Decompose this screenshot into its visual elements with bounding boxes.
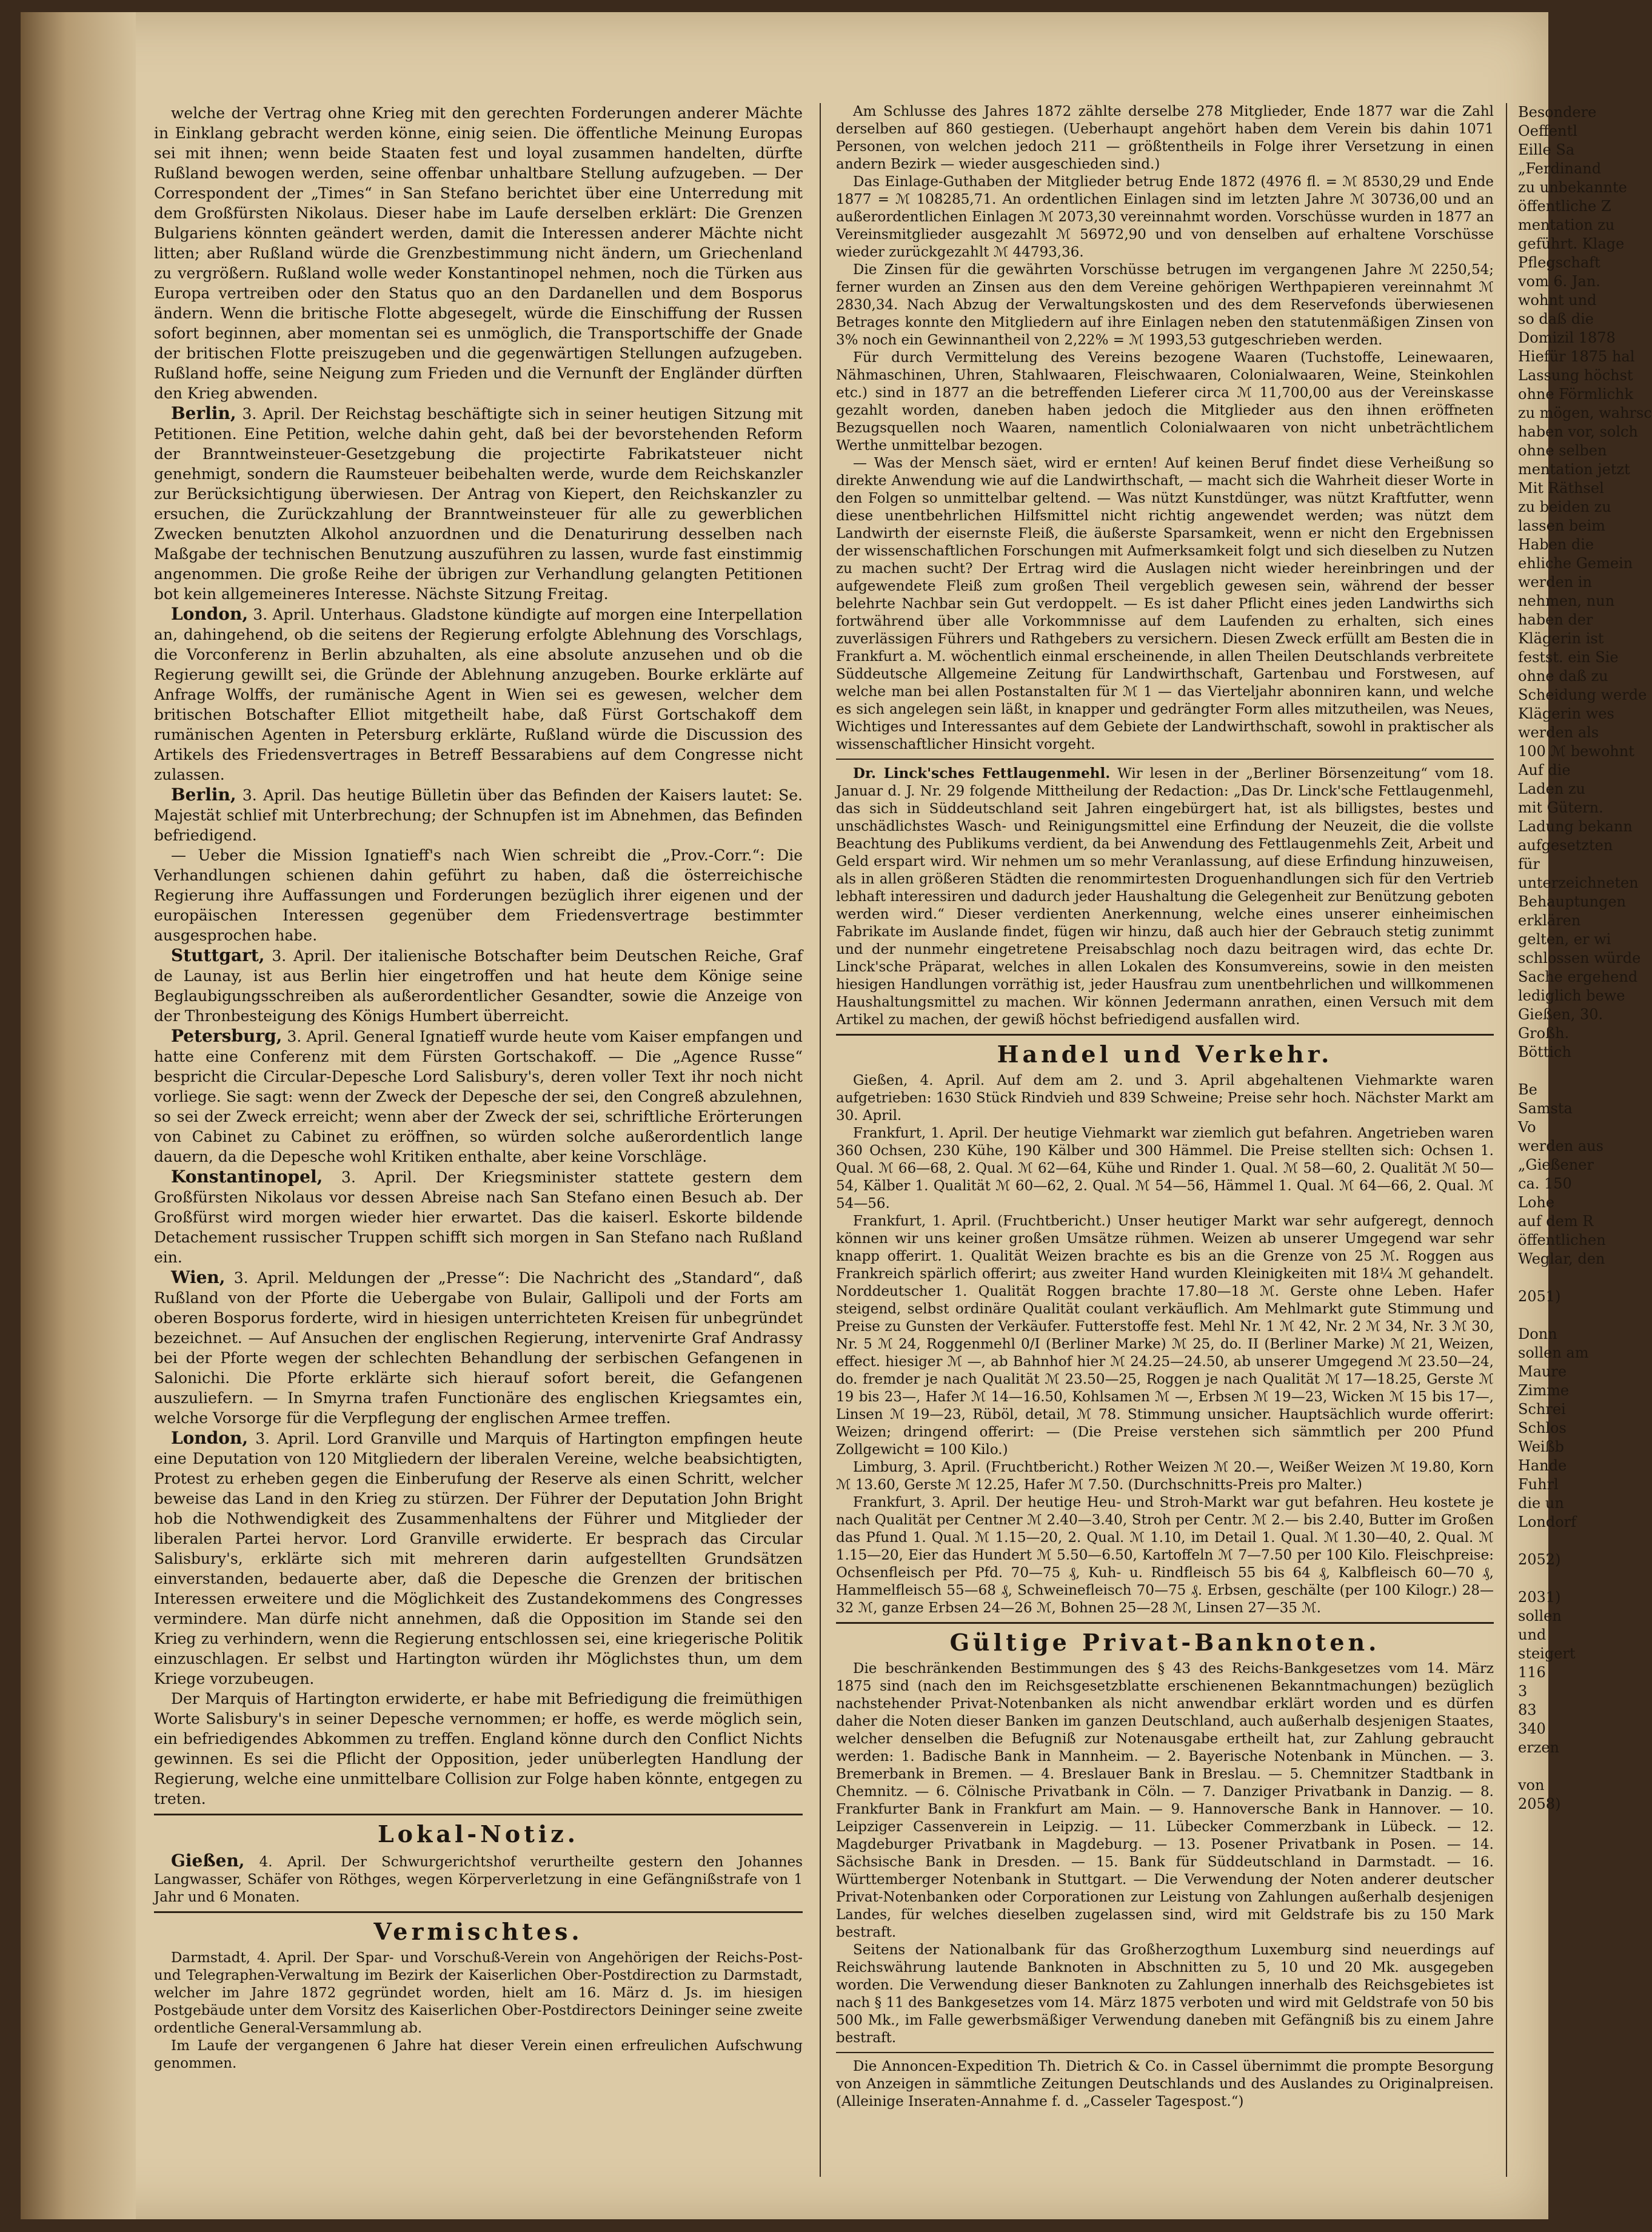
notice-fragment: so daß die — [1518, 310, 1594, 327]
notice-fragment: Maure — [1518, 1363, 1567, 1380]
notice-fragment: ohne Förmlichk — [1518, 386, 1634, 403]
notice-fragment: Londorf — [1518, 1513, 1577, 1530]
dateline-place: Wien, — [171, 1267, 226, 1287]
notice-fragment: Domizil 1878 — [1518, 329, 1616, 346]
notice-fragment — [1518, 1062, 1554, 1081]
notice-fragment: nehmen, nun — [1518, 592, 1615, 609]
notice-fragment: 2031) — [1518, 1589, 1561, 1606]
section-heading-handel: Handel und Verkehr. — [997, 1041, 1333, 1068]
notice-fragment — [1518, 1757, 1554, 1776]
notice-fragment: lediglich bewe — [1518, 987, 1625, 1004]
market-report: Gießen, 4. April. Auf dem am 2. und 3. April abgehaltenen Viehmarkte waren aufgetrieben: 1630 Stück Rindvieh und 839 Schweine; Preise sehr hoch. Nächster Markt am 30. April. — [836, 1073, 1494, 1124]
section-divider — [836, 1034, 1494, 1036]
news-item-wien — [154, 1267, 803, 1428]
news-text: 3. April. General Ignatieff wurde heute vom Kaiser empfangen und hatte eine Conferenz mit dem Fürsten Gortschakoff. — Die „Agence Russe“ bespricht die Circular-Depesche Lord Salisbury's, deren voller Text ihr noch nicht vorliege. Sie sagt: wenn der Zweck der Depesche der sei, den Congreß abzulehnen, so sei der Zweck erreicht; wenn aber der Zweck der sei, schriftliche Erörterungen von Cabinet zu Cabinet zu eröffnen, so würden solche außerordentlich lange dauern, da die Depesche wohl Kritiken enthalte, aber keine Vorschläge. — [154, 1028, 803, 1165]
article-paragraph: welche der Vertrag ohne Krieg mit den gerechten Forderungen anderer Mächte in Einklang gebracht werden könne, einig seien. Die öffentliche Meinung Europas sei mit ihnen; wenn beide Staaten fest und loyal zusammen handelten, dürfte Rußland bewogen werden, seine offenbar unhaltbare Stellung aufzugeben. — Der Correspondent der „Times“ in San Stefano berichtet über eine Unterredung mit dem Großfürsten Nikolaus. Dieser habe im Laufe derselben erklärt: Die Grenzen Bulgariens könnten geändert werden, damit die Interessen anderer Mächte nicht litten; aber Rußland würde die Grenzbestimmung nicht ändern, um Griechenland zu vergrößern. Rußland wolle weder Konstantinopel nehmen, noch die Türken aus Europa vertreiben oder den Status quo an den Dardanellen und dem Bosporus ändern. Wenn die britische Flotte abgesegelt, würde die Einschiffung der Russen sofort beginnen, aber momentan sei es unmöglich, die Transportschiffe der Gnade der britischen Flotte preiszugeben und die gegenwärtigen Stellungen aufzugeben. Rußland hoffe, seine Neigung zum Frieden und die Vernunft der Engländer dürften den Krieg abwenden. — [154, 104, 803, 402]
notice-fragment — [1518, 1532, 1554, 1550]
notice-fragment: sollen — [1518, 1607, 1562, 1624]
notice-fragment: haben der — [1518, 611, 1593, 628]
notice-fragment: und — [1518, 1626, 1547, 1643]
news-text: 3. April. Unterhaus. Gladstone kündigte auf morgen eine Interpellation an, dahingehend, ob die seitens der Regierung erfolgte Ablehnung des Vorschlags, die Vorconferenz in Berlin abzuhalten, als eine absolute anzusehen und ob die Regierung gewillt sei, die Gründe der Ablehnung anzugeben. Bourke erklärte auf Anfrage Wolffs, der rumänische Agent in Wien sei es gewesen, welcher dem britischen Botschafter Elliot mitgetheilt habe, daß Fürst Gortschakoff dem rumänischen Agenten in Petersburg erklärte, Rußland würde die Discussion des Artikels des Friedensvertrages in Betreff Bessarabiens auf dem Congresse nicht zulassen. — [154, 606, 803, 783]
notice-fragment: sollen am — [1518, 1344, 1589, 1361]
notice-fragment: Schlos — [1518, 1419, 1567, 1436]
notice-fragment: mit Gütern. — [1518, 799, 1604, 816]
article-paragraph: Am Schlusse des Jahres 1872 zählte derselbe 278 Mitglieder, Ende 1877 war die Zahl derselben auf 860 gestiegen. (Ueberhaupt angehört haben dem Verein bis dahin 1071 Personen, von welchen jedoch 211 — größtentheils in Folge ihrer Versetzung in einen andern Bezirk — wieder ausgeschieden sind.) — [836, 104, 1494, 172]
news-item-petersburg — [154, 1026, 803, 1167]
article-paragraph: Die beschränkenden Bestimmungen des § 43 des Reichs-Bankgesetzes vom 14. März 1875 sind (nach den im Reichsgesetzblatte erschienenen Bekanntmachungen) bezüglich nachstehender Privat-Notenbanken als nicht anwendbar erklärt worden und es dürfen daher die Noten dieser Banken im ganzen Deutschland, auch außerhalb desjenigen Staates, welcher denselben die Befugniß zur Notenausgabe ertheilt hat, zur Zahlung gebraucht werden: 1. Badische Bank in Mannheim. — 2. Bayerische Notenbank in München. — 3. Bremerbank in Bremen. — 4. Breslauer Bank in Breslau. — 5. Chemnitzer Stadtbank in Chemnitz. — 6. Cölnische Privatbank in Cöln. — 7. Danziger Privatbank in Danzig. — 8. Frankfurter Bank in Frankfurt am Main. — 9. Hannoversche Bank in Hannover. — 10. Leipziger Cassenverein in Leipzig. — 11. Lübecker Commerzbank in Lübeck. — 12. Magdeburger Privatbank in Magdeburg. — 13. Posener Privatbank in Posen. — 14. Sächsische Bank in Dresden. — 15. Bank für Süddeutschland in Darmstadt. — 16. Württemberger Notenbank in Stuttgart. — Die Verwendung der Noten anderer deutscher Privat-Notenbanken oder Corporationen zur Leistung von Zahlungen außerhalb desjenigen Landes, für welches dieselben zugelassen sind, wird mit Geldstrafe bis zu 150 Mark bestraft. — [836, 1661, 1494, 1940]
notice-fragment: Lassung höchst — [1518, 367, 1633, 384]
notice-fragment: Be — [1518, 1081, 1537, 1098]
article-paragraph: — Was der Mensch säet, wird er ernten! Auf keinen Beruf findet diese Verheißung so direkte Anwendung wie auf die Landwirthschaft, — macht sich die Wahrheit dieser Worte in den Folgen so unmittelbar geltend. — Was nützt Kunstdünger, was nützt Kraftfutter, wenn diese unentbehrlichen Hilfsmittel nicht richtig angewendet werden; was nützt dem Landwirth der eisernste Fleiß, die äußerste Sparsamkeit, wenn er nicht den Ergebnissen der wissenschaftlichen Forschungen mit Aufmerksamkeit folgt und sich dieselben zu Nutzen zu machen sucht? Der Ertrag wird die Auslagen nicht wieder hereinbringen und der aufgewendete Fleiß zum großen Theil vergeblich gewesen sein, während der besser belehrte Nachbar sein Gut verdoppelt. — Es ist daher Pflicht eines jeden Landwirths sich fortwährend über alle Vorkommnisse auf dem Laufenden zu erhalten, sich eines zuverlässigen Führers und Rathgebers zu versichern. Diesen Zweck erfüllt am Besten die in Frankfurt a. M. wöchentlich einmal erscheinende, in allen Theilen Deutschlands verbreitete Süddeutsche Allgemeine Zeitung für Landwirthschaft, Gartenbau und Forstwesen, auf welche man bei allen Postanstalten für ℳ 1 — das Vierteljahr abonniren kann, und welche es sich angelegen sein läßt, in knapper und gedrängter Form alles mitzutheilen, was Neues, Wichtiges und Interessantes auf dem Gebiete der Landwirthschaft, sowohl in praktischer als wissenschaftlicher Hinsicht vorgeht. — [836, 455, 1494, 752]
notice-fragment: erzen — [1518, 1739, 1559, 1756]
notice-fragment: wohnt und — [1518, 292, 1597, 309]
notice-fragment: Laden zu — [1518, 780, 1585, 797]
notice-fragment: Pflegschaft — [1518, 254, 1600, 271]
notice-fragment: werden aus — [1518, 1138, 1604, 1155]
notice-fragment: Ladung bekann — [1518, 818, 1633, 835]
dateline-place: Stuttgart, — [171, 945, 265, 965]
notice-fragment: Weglar, den — [1518, 1250, 1605, 1267]
notice-fragment: lassen beim — [1518, 517, 1605, 534]
notice-fragment: 2052) — [1518, 1551, 1561, 1568]
section-divider — [836, 1622, 1494, 1624]
section-divider — [836, 759, 1494, 760]
notice-fragment: 2051) — [1518, 1288, 1561, 1305]
dateline-place: Gießen, — [171, 1851, 245, 1871]
book-binding-gutter — [21, 12, 136, 2219]
article-paragraph: Das Einlage-Guthaben der Mitglieder betrug Ende 1872 (4976 fl. = ℳ 8530,29 und Ende 1877 = ℳ 108285,71. An ordentlichen Einlagen sind im letzten Jahre ℳ 30736,00 und an außerordentlichen Einlagen ℳ 2073,30 vereinnahmt worden. Vorschüsse wurden in 1877 an Vereinsmitglieder ausgezahlt ℳ 56972,90 und von denselben auf erhaltene Vorschüsse wieder zurückgezahlt ℳ 44793,36. — [836, 174, 1494, 260]
notice-fragment: 340 — [1518, 1720, 1546, 1737]
notices-column-right — [1518, 103, 1652, 2189]
notice-fragment: 2058) — [1518, 1795, 1561, 1812]
notice-fragment: auf dem R — [1518, 1213, 1594, 1230]
notice-fragment: Fuhrl — [1518, 1476, 1559, 1493]
section-divider — [154, 1911, 803, 1913]
notice-fragment: die un — [1518, 1495, 1564, 1512]
section-divider — [154, 1814, 803, 1815]
article-paragraph: Für durch Vermittelung des Vereins bezogene Waaren (Tuchstoffe, Leinewaaren, Nähmaschinen, Uhren, Stahlwaaren, Fleischwaaren, Colonialwaaren, Weine, Steinkohlen etc.) sind in 1877 an die betreffenden Lieferer circa ℳ 11,700,00 aus der Vereinskasse gezahlt worden, daneben haben jedoch die Mitglieder aus den ihnen eröffneten Bezugsquellen noch Waaren, namentlich Colonialwaaren von nicht unbeträchtlichem Werthe unmittelbar bezogen. — [836, 350, 1494, 454]
news-column-left — [154, 103, 803, 2189]
dateline-place: Berlin, — [171, 785, 236, 805]
notice-fragment: für — [1518, 856, 1540, 873]
newspaper-page — [21, 12, 1652, 2219]
market-report: Frankfurt, 1. April. Der heutige Viehmarkt war ziemlich gut befahren. Angetrieben waren 360 Ochsen, 230 Kühe, 190 Kälber und 300 Hämmel. Die Preise stellten sich: Ochsen 1. Qual. ℳ 66—68, 2. Qual. ℳ 62—64, Kühe und Rinder 1. Qual. ℳ 58—60, 2. Qualität ℳ 50—54, Kälber 1. Qualität ℳ 60—62, 2. Qual. ℳ 54—56, Hämmel 1. Qual. ℳ 64—66, 2. Qual. ℳ 54—56. — [836, 1125, 1494, 1212]
column-rule — [820, 103, 821, 2177]
dateline-place: London, — [171, 604, 249, 624]
notice-fragment: 100 ℳ bewohnt — [1518, 743, 1634, 760]
advert-linck — [836, 765, 1494, 1029]
notice-fragment: vom 6. Jan. — [1518, 273, 1600, 290]
article-paragraph: — Ueber die Mission Ignatieff's nach Wien schreibt die „Prov.-Corr.“: Die Verhandlungen schienen dahin geführt zu haben, daß die österreichische Regierung ihre Auffassungen und Forderungen bezüglich ihrer eigenen und der europäischen Interessen gegenüber dem Friedensvertrage bestimmter ausgesprochen habe. — [154, 846, 803, 944]
notice-fragment: Eille Sa — [1518, 141, 1575, 158]
news-item-berlin — [154, 785, 803, 845]
notice-fragment: „Ferdinand — [1518, 160, 1602, 177]
notice-fragment: Lohe — [1518, 1194, 1555, 1211]
news-item-giessen — [154, 1852, 803, 1906]
news-text: 3. April. Der italienische Botschafter beim Deutschen Reiche, Graf de Launay, ist aus Berlin hier eingetroffen und hat heute dem Könige seine Beglaubigungsschreiben als außerordentlicher Gesandter, sowie die Anzeige von der Thronbesteigung des Königs Humbert überreicht. — [154, 947, 803, 1025]
notice-fragment: zu unbekannte — [1518, 179, 1627, 196]
news-text: 3. April. Lord Granville und Marquis of Hartington empfingen heute eine Deputation von 120 Mitgliedern der liberalen Vereine, welche beabsichtigten, Protest zu erheben gegen die Einberufung der Reserve als einen Schritt, welcher beweise das Land in den Krieg zu stürzen. Der Führer der Deputation John Bright hob die Nothwendigkeit des Zusammenhaltens der Führer und Mitglieder der liberalen Partei hervor. Lord Granville erwiderte. Er besprach das Circular Salisbury's, erklärte sich mit mehreren darin aufgestellten Grundsätzen einverstanden, bedauerte aber, daß die Depesche die Grenzen der britischen Interessen erweitere und die Möglichkeit des Zustandekommens des Congresses vermindere. Man dürfe nicht annehmen, daß die Opposition im Stande sei den Krieg zu verhindern, wenn die Regierung entschlossen sei, eine kriegerische Politik einzuschlagen. Er selbst und Hartington würden ihr Möglichstes thun, um dem Kriege vorzubeugen. — [154, 1430, 803, 1687]
notice-fragment: ohne selben — [1518, 442, 1607, 459]
notice-fragment: Vo — [1518, 1119, 1536, 1136]
notice-fragment: Mit Räthsel — [1518, 480, 1604, 497]
notice-fragment: Zimme — [1518, 1382, 1570, 1399]
notice-fragment: geführt. Klage — [1518, 235, 1625, 252]
advert-title: Dr. Linck'sches Fettlaugenmehl. — [853, 765, 1111, 782]
notice-fragment: Behauptungen — [1518, 893, 1627, 910]
notice-fragment: Klägerin wes — [1518, 705, 1614, 722]
article-paragraph: Die Zinsen für die gewährten Vorschüsse betrugen im vergangenen Jahre ℳ 2250,54; ferner wurden an Zinsen aus den dem Vereine gehörigen Werthpapieren vereinnahmt ℳ 2830,34. Nach Abzug der Verwaltungskosten und des dem Reservefonds überwiesenen Betrages konnte den Mitgliedern auf ihre Einlagen neben den statutenmäßigen Zinsen von 3% noch ein Gewinnantheil von 2,22% = ℳ 1993,53 gutgeschrieben werden. — [836, 262, 1494, 348]
notice-fragment — [1518, 1569, 1554, 1588]
notice-fragment: Auf die — [1518, 762, 1571, 779]
notice-fragment: werden als — [1518, 724, 1599, 741]
column-rule — [1506, 103, 1507, 2177]
notice-fragment: Großh. — [1518, 1025, 1570, 1042]
notice-fragment: ohne daß zu — [1518, 668, 1608, 685]
notice-fragment: Gießen, 30. — [1518, 1006, 1604, 1023]
notice-fragment: Hande — [1518, 1457, 1567, 1474]
notice-fragment: öffentliche Z — [1518, 198, 1611, 215]
market-report: Frankfurt, 1. April. (Fruchtbericht.) Unser heutiger Markt war sehr aufgeregt, dennoch können wir uns keiner großen Umsätze rühmen. Weizen ab unserer Umgegend war sehr knapp offerirt. 1. Qualität Weizen brachte es bis an die Grenze von 25 ℳ. Roggen aus Frankreich spärlich offerirt; aus zweiter Hand wurden Kleinigkeiten mit 18¼ ℳ gehandelt. Norddeutscher 1. Qualität Roggen brachte 17.80—18 ℳ. Gerste ohne Leben. Hafer steigend, selbst ordinäre Qualität coulant verkäuflich. Am Mehlmarkt gute Stimmung und Preise zu Gunsten der Verkäufer. Futterstoffe fest. Mehl Nr. 1 ℳ 42, Nr. 2 ℳ 34, Nr. 3 ℳ 30, Nr. 5 ℳ 24, Roggenmehl 0/I (Berliner Marke) ℳ 25, do. II (Berliner Marke) ℳ 21, Weizen, effect. hiesiger ℳ —, ab Bahnhof hier ℳ 24.25—24.50, ab unserer Umgegend ℳ 23.50—24, do. fremder je nach Qualität ℳ 23.50—25, Roggen je nach Qualität ℳ 17—18.25, Gerste ℳ 19 bis 23—, Hafer ℳ 14—16.50, Kohlsamen ℳ —, Erbsen ℳ 19—23, Wicken ℳ 15 bis 17—, Linsen ℳ 19—23, Rüböl, detail, ℳ 78. Stimmung unsicher. Hauptsächlich wurde offerirt: Weizen; dringend offerirt: — (Die Preise verstehen sich sämmtlich per 200 Pfund Zollgewicht = 100 Kilo.) — [836, 1213, 1494, 1458]
notice-fragment: haben vor, solch — [1518, 423, 1638, 440]
notice-fragment: mentation zu — [1518, 216, 1615, 233]
notice-fragment: ca. 150 — [1518, 1175, 1572, 1192]
notice-fragment: Böttich — [1518, 1044, 1571, 1061]
news-item-london — [154, 1428, 803, 1689]
notice-fragment: Samsta — [1518, 1100, 1573, 1117]
news-item-berlin — [154, 403, 803, 604]
advert-text: Wir lesen in der „Berliner Börsenzeitung“ vom 18. Januar d. J. Nr. 29 folgende Mittheilung der Redaction: „Das Dr. Linck'sche Fettlaugenmehl, das sich in Süddeutschland seit Jahren eingebürgert hat, ist als billigstes, bestes und unschädlichstes Wasch- und Reinigungsmittel eine Erfindung der Neuzeit, die die vollste Beachtung des Publikums verdient, da bei Anwendung des Fettlaugenmehls Zeit, Arbeit und Geld erspart wird. Wir nehmen um so mehr Veranlassung, auf diese Erfindung hinzuweisen, als in allen größeren Städten die renommirtesten Droguenhandlungen sich für den Vertrieb lebhaft interessiren und dadurch jeder Haushaltung die Gelegenheit zur Benützung geboten werden wird.“ Dieser verdienten Anerkennung, welche eines unserer einheimischen Fabrikate im Auslande findet, fügen wir hinzu, daß auch hier der Gebrauch stetig zunimmt und der nunmehr eingetretene Preisabschlag noch dazu beitragen wird, das echte Dr. Linck'sche Präparat, welches in allen Lokalen des Konsumvereins, sowie in den meisten hiesigen Handlungen vorräthig ist, jeder Hausfrau zum unentbehrlichen und willkommenen Haushaltungsmittel zu machen. Wir können Jedermann anrathen, einen Versuch mit dem Artikel zu machen, der gewiß höchst befriedigend ausfallen wird. — [836, 766, 1494, 1028]
notice-fragment: schlossen würde — [1518, 950, 1641, 967]
notice-fragment — [1518, 1268, 1554, 1287]
dateline-place: Petersburg, — [171, 1026, 283, 1046]
notice-fragment: unterzeichneten — [1518, 874, 1639, 891]
notice-fragment: Besondere — [1518, 104, 1597, 121]
notice-fragment: zu beiden zu — [1518, 498, 1611, 515]
notice-fragment: ehliche Gemein — [1518, 555, 1633, 572]
notice-fragment: „Gießener — [1518, 1156, 1594, 1173]
article-paragraph: Der Marquis of Hartington erwiderte, er habe mit Befriedigung die freimüthigen Worte Salisbury's in seiner Depesche vernommen; er hoffe, es werde möglich sein, ein befriedigendes Abkommen zu treffen. England könne durch den Conflict Nichts gewinnen. Es sei die Pflicht der Opposition, jeder unüberlegten Handlung der Regierung, welche eine unmittelbare Collision zur Folge haben könnte, entgegen zu treten. — [154, 1690, 803, 1808]
notice-fragment: Weißb — [1518, 1438, 1564, 1455]
notice-fragment: gelten, er wi — [1518, 931, 1611, 948]
notice-fragment: Scheidung werde — [1518, 686, 1647, 703]
section-heading-vermischtes: Vermischtes. — [373, 1918, 583, 1945]
dateline-place: Berlin, — [171, 403, 236, 423]
notice-fragment — [1518, 1306, 1554, 1325]
article-paragraph: Darmstadt, 4. April. Der Spar- und Vorschuß-Verein von Angehörigen der Reichs-Post- und Telegraphen-Verwaltung im Bezirk der Kaiserlichen Ober-Postdirection zu Darmstadt, welcher im Jahre 1872 gegründet worden, hielt am 16. März d. Js. im hiesigen Postgebäude unter dem Vorsitz des Kaiserlichen Ober-Postdirectors Deininger seine zweite ordentliche General-Versammlung ab. — [154, 1950, 803, 2036]
news-text: 3. April. Das heutige Bülletin über das Befinden der Kaisers lautet: Se. Majestät schlief mit Unterbrechung; der Schnupfen ist im Abnehmen, das Befinden befriedigend. — [154, 786, 803, 844]
advert-dietrich: Die Annoncen-Expedition Th. Dietrich & Co. in Cassel übernimmt die prompte Besorgung von Anzeigen in sämmtliche Zeitungen Deutschlands und des Auslandes zu Originalpreisen. (Alleinige Inseraten-Annahme f. d. „Casseler Tagespost.“) — [836, 2059, 1494, 2110]
news-text: 4. April. Der Schwurgerichtshof verurtheilte gestern den Johannes Langwasser, Schäfer von Röthges, wegen Körperverletzung in eine Gefängnißstrafe von 1 Jahr und 6 Monaten. — [154, 1854, 803, 1905]
notice-fragment: festst. ein Sie — [1518, 649, 1619, 666]
market-report: Frankfurt, 3. April. Der heutige Heu- und Stroh-Markt war gut befahren. Heu kostete je nach Qualität per Centner ℳ 2.40—3.40, Stroh per Centr. ℳ 2.— bis 2.40, Butter im Großen das Pfund 1. Qual. ℳ 1.15—20, 2. Qual. ℳ 1.10, im Detail 1. Qual. ℳ 1.30—40, 2. Qual. ℳ 1.15—20, Eier das Hundert ℳ 5.50—6.50, Kartoffeln ℳ 7—7.50 per 100 Kilo. Fleischpreise: Ochsenfleisch per Pfd. 70—75 ₰, Kuh- u. Rindfleisch 55 bis 64 ₰, Kalbfleisch 60—70 ₰, Hammelfleisch 55—68 ₰, Schweinefleisch 70—75 ₰. Erbsen, geschälte (per 100 Kilogr.) 28—32 ℳ, ganze Erbsen 24—26 ℳ, Bohnen 25—28 ℳ, Linsen 27—35 ℳ. — [836, 1495, 1494, 1616]
section-divider — [836, 2052, 1494, 2053]
article-paragraph: Im Laufe der vergangenen 6 Jahre hat dieser Verein einen erfreulichen Aufschwung genommen. — [154, 2038, 803, 2071]
news-text: 3. April. Der Kriegsminister stattete gestern dem Großfürsten Nikolaus vor dessen Abreise nach San Stefano einen Besuch ab. Der Großfürst wird morgen wieder hier erwartet. Das die kaiserl. Eskorte bildende Detachement russischer Truppen schifft sich morgen in San Stefano nach Rußland ein. — [154, 1168, 803, 1266]
notice-fragment: 116 — [1518, 1664, 1546, 1681]
news-column-middle — [836, 103, 1494, 2189]
notice-fragment: werden in — [1518, 574, 1593, 591]
notice-fragment: 83 — [1518, 1701, 1537, 1718]
notice-fragment: Klägerin ist — [1518, 630, 1604, 647]
article-paragraph: Seitens der Nationalbank für das Großherzogthum Luxemburg sind neuerdings auf Reichswährung lautende Banknoten in Abschnitten zu 5, 10 und 20 Mk. ausgegeben worden. Die Verwendung dieser Banknoten zu Zahlungen innerhalb des Reichsgebietes ist nach § 11 des Bankgesetzes vom 14. März 1875 verboten und wird mit Geldstrafe von 50 bis 500 Mk., im Falle gewerbsmäßiger Verwendung daneben mit Gefängniß bis zu einem Jahre bestraft. — [836, 1942, 1494, 2046]
news-item-london — [154, 604, 803, 785]
notice-fragment: Schrei — [1518, 1401, 1566, 1418]
notice-fragment: zu mögen, wahrsc — [1518, 404, 1652, 421]
notice-fragment: Hiefür 1875 hal — [1518, 348, 1635, 365]
dateline-place: London, — [171, 1428, 249, 1448]
section-heading-lokal: Lokal-Notiz. — [377, 1820, 580, 1848]
news-item-stuttgart — [154, 945, 803, 1026]
news-text: 3. April. Meldungen der „Presse“: Die Nachricht des „Standard“, daß Rußland von der Pforte die Uebergabe von Bulair, Gallipoli und der Forts am oberen Bosporus forderte, wird in hiesigen unterrichteten Kreisen für unbegründet bezeichnet. — Auf Ansuchen der englischen Regierung, intervenirte Graf Andrassy bei der Pforte wegen der schlechten Behandlung der serbischen Gefangenen in Salonichi. Die Pforte erklärte sich hierauf sofort bereit, die Gefangenen auszuliefern. — In Smyrna trafen Functionäre des englischen Kriegsamtes ein, welche Vorsorge für die Verpflegung der englischen Armee treffen. — [154, 1269, 803, 1427]
notice-fragment: von — [1518, 1777, 1545, 1794]
notice-fragment: aufgesetzten — [1518, 837, 1613, 854]
market-report: Limburg, 3. April. (Fruchtbericht.) Rother Weizen ℳ 20.—, Weißer Weizen ℳ 19.80, Korn ℳ 13.60, Gerste ℳ 12.25, Hafer ℳ 7.50. (Durchschnitts-Preis pro Malter.) — [836, 1460, 1494, 1493]
notice-fragment: öffentlichen — [1518, 1232, 1606, 1248]
news-text: 3. April. Der Reichstag beschäftigte sich in seiner heutigen Sitzung mit Petitionen. Eine Petition, welche dahin geht, daß bei der bevorstehenden Reform der Branntweinsteuer-Gesetzgebung die projectirte Fabrikatsteuer nicht genehmigt, sondern die Raumsteuer beibehalten werde, wurde dem Reichskanzler zur Berücksichtigung überwiesen. Der Antrag von Kiepert, den Reichskanzler zu ersuchen, die Zurückzahlung der Branntweinsteuer für alle zu gewerblichen Zwecken benutzten Alkohol anzuordnen und die Denaturirung desselben nach Maßgabe der technischen Benutzung auszuführen zu lassen, wurde fast einstimmig angenommen. Die große Reihe der übrigen zur Verhandlung gelangten Petitionen bot kein allgemeineres Interesse. Nächste Sitzung Freitag. — [154, 405, 803, 603]
notice-fragment: mentation jetzt — [1518, 461, 1630, 478]
section-heading-banknoten: Gültige Privat-Banknoten. — [949, 1629, 1380, 1656]
news-item-konstantinopel — [154, 1167, 803, 1267]
dateline-place: Konstantinopel, — [171, 1167, 323, 1187]
notice-fragment: 3 — [1518, 1683, 1528, 1700]
notice-fragment: erklären — [1518, 912, 1581, 929]
notice-fragment: steigert — [1518, 1645, 1576, 1662]
notice-fragment: Donn — [1518, 1325, 1557, 1342]
notice-fragment: Sache ergehend — [1518, 968, 1638, 985]
notice-fragment: Oeffentl — [1518, 122, 1577, 139]
notice-fragment: Haben die — [1518, 536, 1594, 553]
